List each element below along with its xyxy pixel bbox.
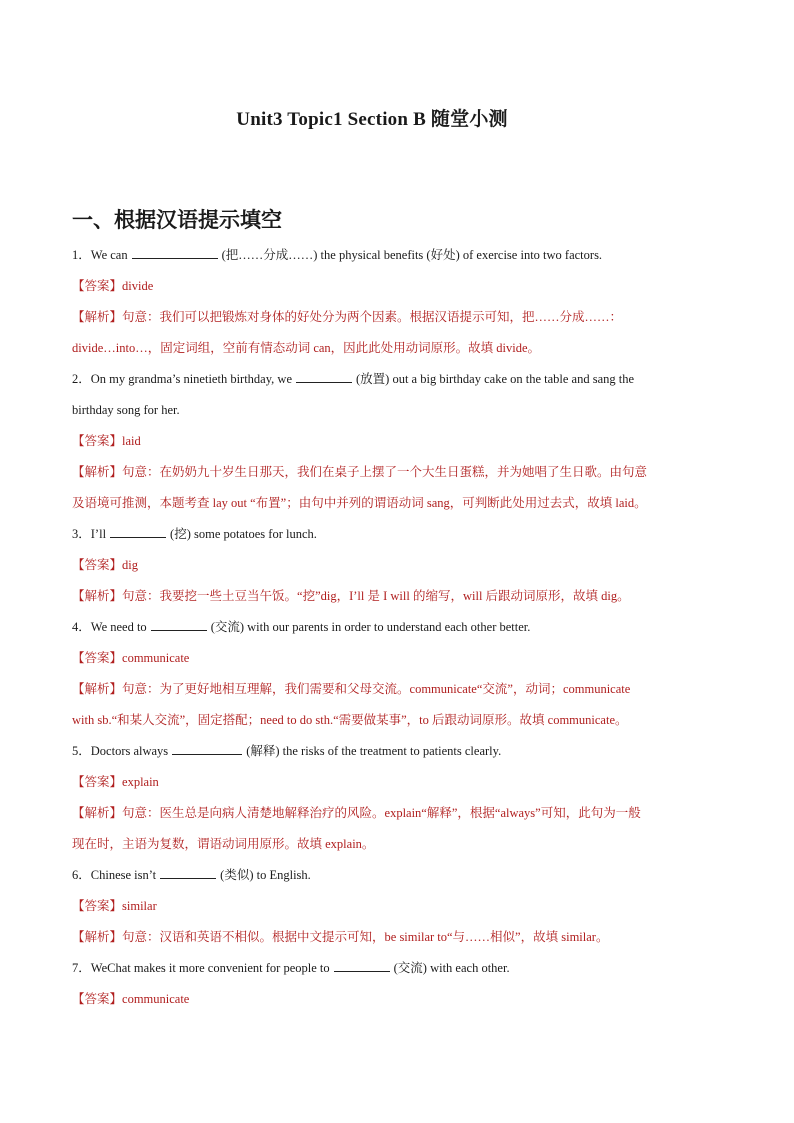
question-text: Chinese isn’t bbox=[90, 868, 157, 882]
question-2 bbox=[72, 364, 722, 395]
analysis-line bbox=[72, 798, 722, 829]
question-text: Doctors always bbox=[90, 744, 169, 758]
answer-line bbox=[72, 891, 722, 922]
question-6 bbox=[72, 860, 722, 891]
question-text: some potatoes for lunch. bbox=[194, 527, 317, 541]
answer-blank[interactable] bbox=[151, 618, 207, 631]
answer-value: communicate bbox=[122, 992, 190, 1006]
answer-line bbox=[72, 271, 722, 302]
analysis-line bbox=[72, 581, 722, 612]
question-3 bbox=[72, 519, 722, 550]
hint-text: (类似) bbox=[220, 868, 254, 882]
question-text: We can bbox=[90, 248, 128, 262]
answer-label: 【答案】 bbox=[72, 279, 123, 293]
question-number: 3． bbox=[72, 527, 91, 541]
hint-text: (挖) bbox=[170, 527, 191, 541]
answer-value: similar bbox=[122, 899, 157, 913]
question-text: We need to bbox=[90, 620, 147, 634]
analysis-text: divide…into…，固定词组，空前有情态动词 can，因此此处用动词原形。故填 divide。 bbox=[72, 341, 541, 355]
answer-line bbox=[72, 550, 722, 581]
answer-label: 【答案】 bbox=[72, 651, 123, 665]
hint-text: (放置) bbox=[356, 372, 390, 386]
analysis-label: 【解析】 bbox=[72, 930, 123, 944]
answer-line bbox=[72, 643, 722, 674]
answer-label: 【答案】 bbox=[72, 899, 123, 913]
analysis-line bbox=[72, 302, 722, 333]
question-number: 2． bbox=[72, 372, 91, 386]
analysis-text: 及语境可推测，本题考查 lay out “布置”；由句中并列的谓语动词 sang，可判断此处用过去式，故填 laid。 bbox=[72, 496, 647, 510]
analysis-text: 现在时，主语为复数，谓语动词用原形。故填 explain。 bbox=[72, 837, 375, 851]
answer-blank[interactable] bbox=[296, 370, 352, 383]
answer-blank[interactable] bbox=[132, 246, 218, 259]
analysis-line bbox=[72, 674, 722, 705]
page-title: Unit3 Topic1 Section B 随堂小测 bbox=[236, 109, 508, 130]
question-number: 1． bbox=[72, 248, 91, 262]
question-text: with our parents in order to understand each other better. bbox=[247, 620, 531, 634]
analysis-text: 句意：我要挖一些土豆当午饭。“挖”dig，I’ll 是 I will 的缩写，will 后跟动词原形，故填 dig。 bbox=[122, 589, 630, 603]
answer-line bbox=[72, 767, 722, 798]
answer-blank[interactable] bbox=[160, 866, 216, 879]
answer-value: divide bbox=[122, 279, 154, 293]
analysis-text: 句意：医生总是向病人清楚地解释治疗的风险。explain“解释”，根据“always”可知，此句为一般 bbox=[122, 806, 641, 820]
analysis-text: 句意：我们可以把锻炼对身体的好处分为两个因素。根据汉语提示可知，把……分成……： bbox=[122, 310, 623, 324]
answer-value: explain bbox=[122, 775, 159, 789]
question-number: 7． bbox=[72, 961, 91, 975]
analysis-label: 【解析】 bbox=[72, 465, 123, 479]
question-7 bbox=[72, 953, 722, 984]
analysis-label: 【解析】 bbox=[72, 589, 123, 603]
answer-blank[interactable] bbox=[110, 525, 166, 538]
answer-value: laid bbox=[122, 434, 141, 448]
question-text: to English. bbox=[256, 868, 311, 882]
question-number: 4． bbox=[72, 620, 91, 634]
answer-label: 【答案】 bbox=[72, 558, 123, 572]
question-1 bbox=[72, 240, 722, 271]
analysis-text: 句意：在奶奶九十岁生日那天，我们在桌子上摆了一个大生日蛋糕，并为她唱了生日歌。由句意 bbox=[122, 465, 648, 479]
analysis-text: 句意：汉语和英语不相似。根据中文提示可知，be similar to“与……相似”，故填 similar。 bbox=[122, 930, 609, 944]
question-text: out a big birthday cake on the table and sang the bbox=[392, 372, 635, 386]
question-text: the risks of the treatment to patients clearly. bbox=[282, 744, 502, 758]
hint-text: (把……分成……) bbox=[221, 248, 318, 262]
answer-line bbox=[72, 984, 722, 1015]
hint-text: (交流) bbox=[210, 620, 245, 634]
question-number: 6． bbox=[72, 868, 91, 882]
answer-blank[interactable] bbox=[172, 742, 242, 755]
question-text: birthday song for her. bbox=[72, 403, 180, 417]
answer-label: 【答案】 bbox=[72, 775, 123, 789]
question-list bbox=[72, 240, 722, 1015]
question-4 bbox=[72, 612, 722, 643]
answer-blank[interactable] bbox=[334, 959, 390, 972]
section-heading: 一、根据汉语提示填空 bbox=[72, 208, 282, 232]
answer-value: communicate bbox=[122, 651, 190, 665]
question-text: I’ll bbox=[90, 527, 107, 541]
hint-text: (解释) bbox=[246, 744, 280, 758]
analysis-text: 句意：为了更好地相互理解，我们需要和父母交流。communicate“交流”，动词；communicate bbox=[122, 682, 631, 696]
answer-value: dig bbox=[122, 558, 138, 572]
analysis-line bbox=[72, 922, 722, 953]
question-text: On my grandma’s ninetieth birthday, we bbox=[90, 372, 292, 386]
answer-label: 【答案】 bbox=[72, 992, 123, 1006]
question-number: 5． bbox=[72, 744, 91, 758]
analysis-text: with sb.“和某人交流”，固定搭配；need to do sth.“需要做某事”，to 后跟动词原形。故填 communicate。 bbox=[72, 713, 628, 727]
answer-label: 【答案】 bbox=[72, 434, 123, 448]
question-text: WeChat makes it more convenient for people to bbox=[90, 961, 330, 975]
hint-text: (交流) bbox=[393, 961, 427, 975]
question-5 bbox=[72, 736, 722, 767]
analysis-line bbox=[72, 457, 722, 488]
analysis-label: 【解析】 bbox=[72, 682, 123, 696]
answer-line bbox=[72, 426, 722, 457]
question-text: with each other. bbox=[430, 961, 510, 975]
question-text: the physical benefits (好处) of exercise into two factors. bbox=[320, 248, 603, 262]
analysis-label: 【解析】 bbox=[72, 310, 123, 324]
analysis-label: 【解析】 bbox=[72, 806, 123, 820]
